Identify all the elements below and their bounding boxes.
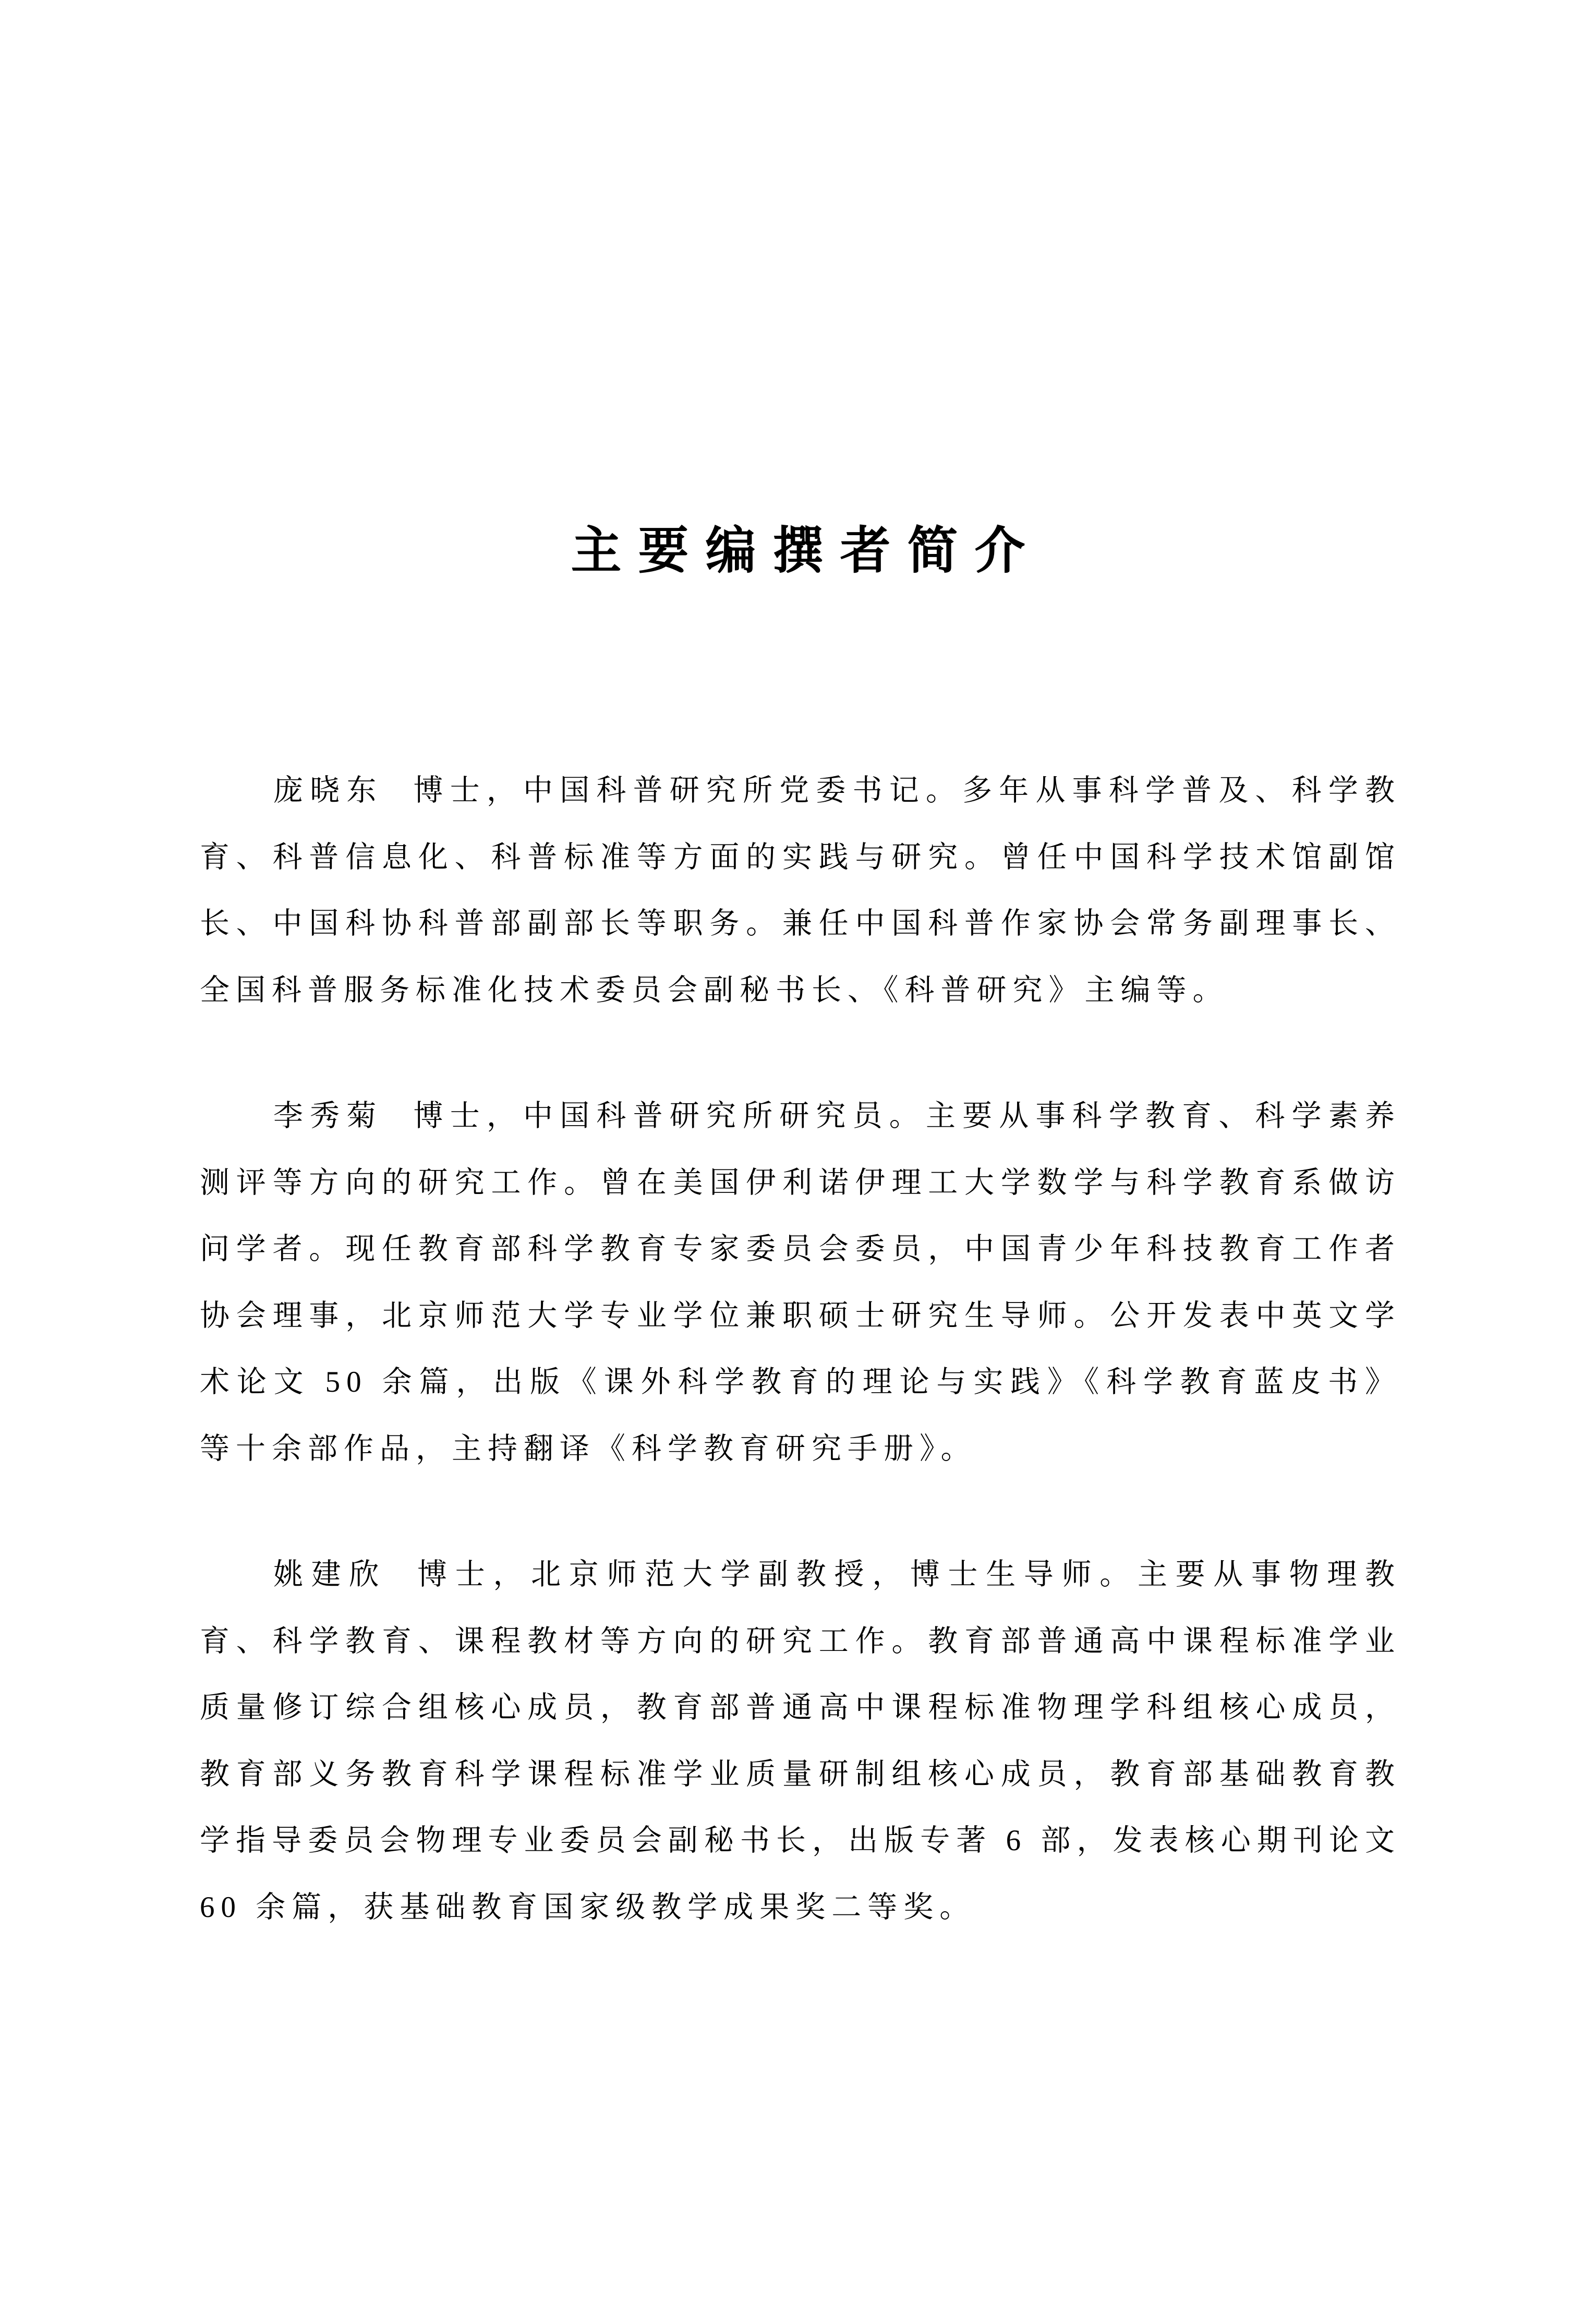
bio-paragraph bbox=[200, 1083, 1401, 1482]
bio-paragraph bbox=[200, 757, 1401, 1023]
author-bio-text: 博士，北京师范大学副教授，博士生导师。主要从事物理教育、科学教育、课程教材等方向的研究工作。教育部普通高中课程标准学业质量修订综合组核心成员，教育部普通高中课程标准物理学科组核心成员，教育部义务教育科学课程标准学业质量研制组核心成员，教育部基础教育教学指导委员会物理专业委员会副秘书长，出版专著 6 部，发表核心期刊论文 60 余篇，获基础教育国家级教学成果奖二等奖。 bbox=[200, 1558, 1401, 1924]
bio-content bbox=[200, 757, 1401, 1940]
author-name: 姚建欣 bbox=[273, 1558, 388, 1591]
author-name: 庞晓东 bbox=[273, 774, 383, 807]
author-bio-text: 博士，中国科普研究所党委书记。多年从事科学普及、科学教育、科普信息化、科普标准等方面的实践与研究。曾任中国科学技术馆副馆长、中国科协科普部副部长等职务。兼任中国科普作家协会常务副理事长、全国科普服务标准化技术委员会副秘书长、《科普研究》主编等。 bbox=[200, 774, 1401, 1007]
author-name: 李秀菊 bbox=[273, 1100, 383, 1132]
author-bio-text: 博士，中国科普研究所研究员。主要从事科学教育、科学素养测评等方向的研究工作。曾在美国伊利诺伊理工大学数学与科学教育系做访问学者。现任教育部科学教育专家委员会委员，中国青少年科技教育工作者协会理事，北京师范大学专业学位兼职硕士研究生导师。公开发表中英文学术论文 50 余篇，出版《课外科学教育的理论与实践》《科学教育蓝皮书》等十余部作品，主持翻译《科学教育研究手册》。 bbox=[200, 1100, 1401, 1465]
bio-paragraph bbox=[200, 1541, 1401, 1940]
page-title: 主要编撰者简介 bbox=[571, 523, 1042, 579]
